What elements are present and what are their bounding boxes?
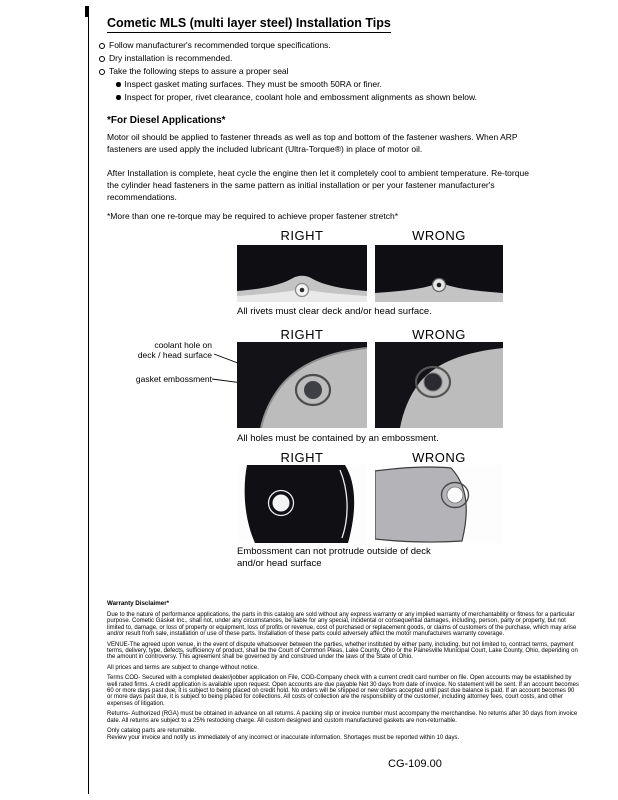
hole-uncontained-illustration (375, 342, 503, 428)
right-label: RIGHT (280, 450, 324, 465)
rivets-caption: All rivets must clear deck and/or head surface. (237, 306, 432, 317)
diagram-rivets-right (237, 245, 367, 302)
coolant-hole-callout-line2: deck / head surface (137, 350, 212, 360)
open-bullet-icon (99, 56, 105, 62)
warranty-disclaimer-heading: Warranty Disclaimer* (107, 600, 170, 607)
list-item (99, 39, 585, 52)
list-item (99, 65, 585, 78)
diagram-rivets-wrong (375, 245, 503, 302)
tip-text: Take the following steps to assure a proper seal (109, 66, 289, 76)
right-label: RIGHT (280, 327, 324, 342)
filled-bullet-icon (116, 82, 121, 87)
page-edge-mark (85, 6, 89, 17)
legal-paragraph: All prices and terms are subject to change without notice. (107, 664, 259, 671)
open-bullet-icon (99, 69, 105, 75)
filled-bullet-icon (116, 95, 121, 100)
legal-paragraph: Only catalog parts are returnable. (107, 728, 197, 735)
tip-text: Inspect for proper, rivet clearance, coolant hole and embossment alignments as shown below. (124, 92, 477, 102)
open-bullet-icon (99, 43, 105, 49)
holes-caption: All holes must be contained by an embossment. (237, 433, 439, 444)
wrong-label: WRONG (412, 228, 466, 243)
legal-paragraph: Returns- Authorized (RGA) must be obtained in advance on all returns. A packing slip or invoice number must accompany the merchandise. No returns after 30 days from invoice date. All returns are subject to a 25% restocking charge. All custom designed and custom manufactured gaskets are non-returnable. (107, 711, 578, 724)
gasket-embossment-callout: gasket embossment (135, 374, 212, 384)
diesel-paragraph-1: Motor oil should be applied to fastener threads as well as top and bottom of the fastener washers. When ARP fasteners are used apply the included lubricant (Ultra-Torque®) in place of motor oil. (107, 132, 518, 154)
embossment-contained-illustration (237, 465, 367, 543)
legal-paragraph: Due to the nature of performance applications, the parts in this catalog are sold without any express warranty or any implied warranty of merchantability or fitness for a particular purpose. Cometic Gasket Inc., shall not, under any circumstances, be liable for any special, incidental or consequential damages, including, person, party or property, but not limited to, damage, or loss of property or equipment, loss of profits or revenue, cost of purchased or replacement goods, or claims of customers of the purchase, which may arise and/or result from sale, installation or use of these parts. Installation of these parts could adversely affect the motor manufacturers warranty coverage. (107, 612, 577, 638)
diagram-embossment-right (237, 465, 367, 543)
diesel-applications-heading: *For Diesel Applications* (107, 115, 226, 126)
diagram-holes-right (237, 342, 367, 428)
rivet-clear-illustration (237, 245, 367, 302)
list-item (116, 91, 585, 104)
rivet-overlap-illustration (375, 245, 503, 302)
embossment-caption: Embossment can not protrude outside of deck and/or head surface (237, 546, 431, 569)
wrong-label: WRONG (412, 327, 466, 342)
page-title: Cometic MLS (multi layer steel) Installation Tips (107, 16, 391, 33)
embossment-protruding-illustration (375, 465, 503, 543)
tip-text: Inspect gasket mating surfaces. They must be smooth 50RA or finer. (124, 79, 382, 89)
diagram-embossment-wrong (375, 465, 503, 543)
page-edge-line (88, 6, 89, 794)
tip-text: Dry installation is recommended. (109, 53, 233, 63)
list-item (116, 78, 585, 91)
page-code: CG-109.00 (388, 758, 442, 770)
legal-paragraph: Review your invoice and notify us immediately of any incorrect or inaccurate information. Shortages must be reported within 10 days. (107, 734, 460, 741)
right-label: RIGHT (280, 228, 324, 243)
legal-paragraph: VENUE-The agreed upon venue, in the event of dispute whatsoever between the parties, whether instituted by either party, including, but not limited to, contract terms, payment terms, delivery, type, defects, sufficiency of product, shall be the Court of Common Pleas, Lake County, Ohio or the Painesville Municipal Court, Lake County, Ohio, depending on the amount in controversy. This agreement shall be governed by and construed under the laws of the State of Ohio. (107, 641, 578, 661)
list-item (99, 52, 585, 65)
wrong-label: WRONG (412, 450, 466, 465)
coolant-hole-callout (120, 340, 212, 360)
diesel-paragraph-2: After Installation is complete, heat cycle the engine then let it completely cool to ambient temperature. Re-torque the cylinder head fasteners in the same pattern as initial installation or per your fastener manufacturer's recommendations. (107, 168, 529, 202)
hole-contained-illustration (237, 342, 367, 428)
retorque-note: *More than one re-torque may be required to achieve proper fastener stretch* (107, 211, 399, 221)
coolant-hole-callout-line1: coolant hole on (154, 340, 212, 350)
tips-list (99, 39, 585, 104)
warranty-disclaimer-section (107, 600, 580, 745)
diagram-holes-wrong (375, 342, 503, 428)
legal-paragraph: Terms COD- Secured with a completed dealer/jobber application on File, COD-Company check with a current credit card number on file. Open accounts may be established by well rated firms. A credit application is available upon request. Open accounts are due payable Net 30 days from date of invoice. No statement will be sent. If an account becomes 60 or more days past due, it is subject to being placed on credit hold. No orders will be shipped or new orders accepted until past due balance is paid. If an account becomes 90 or more days past due, it is subject to being placed for collections. All costs of collection are the responsibility of the customer, including attorney fees, court costs, and other expenses of litigation. (107, 675, 579, 707)
tip-text: Follow manufacturer's recommended torque specifications. (109, 40, 331, 50)
